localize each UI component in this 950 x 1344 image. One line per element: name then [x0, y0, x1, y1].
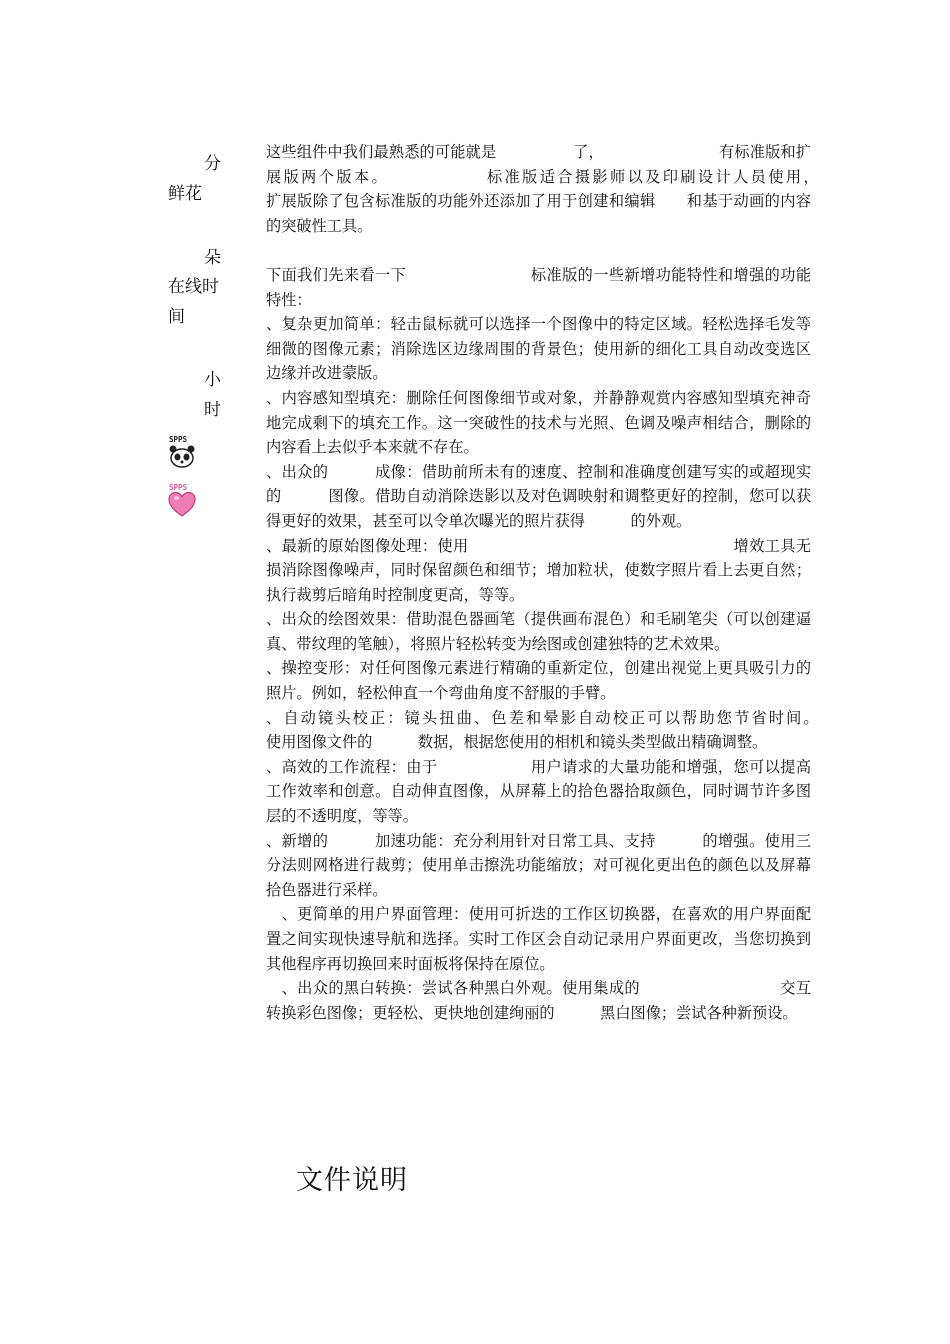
feature-item-workflow: 、高效的工作流程：由于 用户请求的大量功能和增强，您可以提高工作效率和创意。自动伸直图像，从屏幕上的拾色器拾取颜色，同时调节许多图层的不透明度，等等。: [266, 757, 811, 826]
heart-badge: [168, 482, 196, 518]
feature-item-raw-processing: 、最新的原始图像处理：使用 增效工具无损消除图像噪声，同时保留颜色和细节；增加粒状，使数字照片看上去更自然；执行裁剪后暗角时控制度更高，等等。: [266, 536, 811, 604]
feature-item-puppet-warp: 、操控变形：对任何图像元素进行精确的重新定位，创建出视觉上更具吸引力的照片。例如，轻松伸直一个弯曲角度不舒服的手臂。: [266, 659, 811, 703]
sidebar-text-flowers: 鲜花: [168, 184, 202, 204]
panda-icon: [168, 434, 196, 470]
features-intro: 下面我们先来看一下 标准版的一些新增功能特性和增强的功能特性：: [266, 265, 811, 309]
feature-item-ui-management: 、更简单的用户界面管理：使用可折迭的工作区切换器，在喜欢的用户界面配置之间实现快速导航和选择。实时工作区会自动记录用户界面更改，当您切换到其他程序再切换回来时面板将保持在原位。: [266, 905, 811, 973]
feature-item-selection: 、复杂更加简单：轻击鼠标就可以选择一个图像中的特定区域。轻松选择毛发等细微的图像元素；消除选区边缘周围的背景色；使用新的细化工具自动改变选区边缘并改进蒙版。: [266, 315, 811, 383]
sidebar: [0, 0, 250, 600]
heart-icon: [168, 482, 196, 518]
sidebar-text-duo: 朵: [204, 248, 221, 268]
heart-badge-label: SPPS: [169, 483, 188, 492]
article-body: [266, 140, 933, 1025]
sidebar-text-online-time: 在线时: [168, 277, 219, 297]
sidebar-text-shi: 时: [204, 400, 221, 420]
feature-item-gpu-acceleration: 、新增的 加速功能：充分利用针对日常工具、支持 的增强。使用三分法则网格进行裁剪；使用单击擦洗功能缩放；对可视化更出色的颜色以及屏幕拾色器进行采样。: [266, 831, 811, 899]
panda-badge-label: SPPS: [169, 435, 188, 444]
paragraph-gap: [266, 238, 811, 263]
panda-badge: [168, 434, 196, 470]
sidebar-text-jian: 间: [168, 307, 185, 327]
feature-item-hdr-imaging: 、出众的 成像：借助前所未有的速度、控制和准确度创建写实的或超现实的 图像。借助自动消除迭影以及对色调映射和调整更好的控制，您可以获得更好的效果，甚至可以令单次曝光的照片获得 的外观。: [266, 462, 811, 530]
sidebar-text-xiao: 小: [204, 370, 221, 390]
sidebar-text-fen: 分: [204, 154, 221, 174]
feature-item-bw-conversion: 、出众的黑白转换：尝试各种黑白外观。使用集成的 交互转换彩色图像；更轻松、更快地创建绚丽的 黑白图像；尝试各种新预设。: [266, 979, 811, 1022]
feature-item-painting-effects: 、出众的绘图效果：借助混色器画笔（提供画布混色）和毛刷笔尖（可以创建逼真、带纹理的笔触），将照片轻松转变为绘图或创建独特的艺术效果。: [266, 610, 811, 653]
feature-item-content-aware-fill: 、内容感知型填充：删除任何图像细节或对象，并静静观赏内容感知型填充神奇地完成剩下的填充工作。这一突破性的技术与光照、色调及噪声相结合，删除的内容看上去似乎本来就不存在。: [266, 388, 811, 457]
section-heading: 文件说明: [296, 1165, 408, 1196]
feature-item-lens-correction: 、自动镜头校正：镜头扭曲、色差和晕影自动校正可以帮助您节省时间。 使用图像文件的 数据，根据您使用的相机和镜头类型做出精确调整。: [266, 708, 903, 752]
intro-paragraph: 这些组件中我们最熟悉的可能就是 了， 有标准版和扩展版两个版本。 标准版适合摄影师以及印刷设计人员使用， 扩展版除了包含标准版的功能外还添加了用于创建和编辑 和基于动画的内容的突破性工具。: [266, 143, 933, 235]
